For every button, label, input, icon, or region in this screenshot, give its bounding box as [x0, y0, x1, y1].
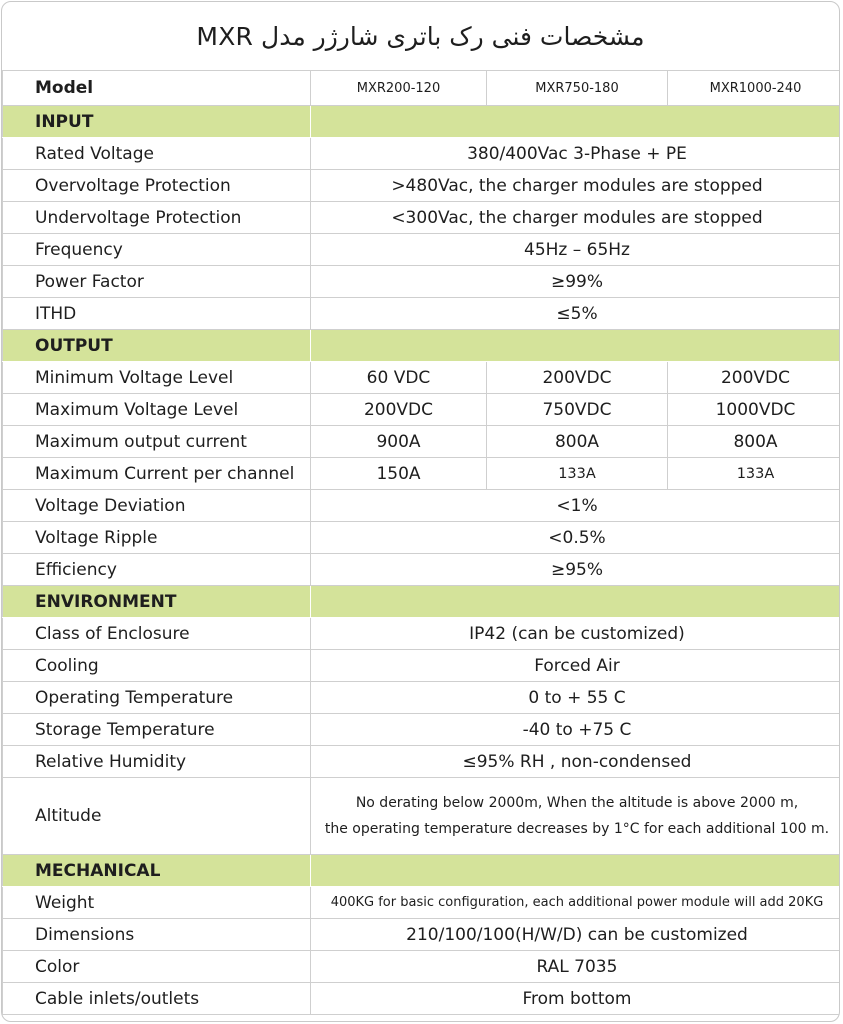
row-value: 1000VDC: [668, 394, 841, 426]
table-row: [3, 266, 841, 298]
table-row: [3, 618, 841, 650]
model-name: MXR200-120: [311, 71, 487, 106]
row-label: Relative Humidity: [3, 746, 311, 778]
row-value: 150A: [311, 458, 487, 490]
row-label: Altitude: [3, 778, 311, 855]
row-label: Cable inlets/outlets: [3, 983, 311, 1015]
row-label: Storage Temperature: [3, 714, 311, 746]
table-row: [3, 746, 841, 778]
row-label: Cooling: [3, 650, 311, 682]
row-value: RAL 7035: [311, 951, 841, 983]
row-label: Voltage Ripple: [3, 522, 311, 554]
row-label: Power Factor: [3, 266, 311, 298]
model-name: MXR750-180: [487, 71, 668, 106]
row-value: Forced Air: [311, 650, 841, 682]
row-label: Undervoltage Protection: [3, 202, 311, 234]
row-label: Weight: [3, 887, 311, 919]
row-label: ITHD: [3, 298, 311, 330]
row-value: >480Vac, the charger modules are stopped: [311, 170, 841, 202]
row-value: 60 VDC: [311, 362, 487, 394]
table-row: [3, 458, 841, 490]
row-label: Overvoltage Protection: [3, 170, 311, 202]
section-header-environment: [3, 586, 841, 618]
table-row: [3, 490, 841, 522]
table-row-altitude: [3, 778, 841, 855]
model-row: [3, 71, 841, 106]
section-title: MECHANICAL: [3, 855, 311, 887]
spec-table: [2, 70, 840, 1015]
section-header-mechanical: [3, 855, 841, 887]
table-row: [3, 650, 841, 682]
row-value: 900A: [311, 426, 487, 458]
row-value: 380/400Vac 3-Phase + PE: [311, 138, 841, 170]
model-name: MXR1000-240: [668, 71, 841, 106]
row-value: 0 to + 55 C: [311, 682, 841, 714]
section-header-output: [3, 330, 841, 362]
table-row: [3, 234, 841, 266]
table-row: [3, 426, 841, 458]
row-value: -40 to +75 C: [311, 714, 841, 746]
spec-card: [1, 1, 840, 1022]
row-value: ≤5%: [311, 298, 841, 330]
table-row: [3, 394, 841, 426]
table-row: [3, 983, 841, 1015]
table-row: [3, 887, 841, 919]
row-value: 800A: [668, 426, 841, 458]
row-value: ≤95% RH , non-condensed: [311, 746, 841, 778]
row-label: Frequency: [3, 234, 311, 266]
row-value: 200VDC: [487, 362, 668, 394]
row-value: 200VDC: [668, 362, 841, 394]
row-label: Dimensions: [3, 919, 311, 951]
table-row: [3, 714, 841, 746]
row-label: Operating Temperature: [3, 682, 311, 714]
row-value: [311, 778, 841, 855]
page-title: مشخصات فنی رک باتری شارژر مدل MXR: [196, 21, 645, 51]
row-label: Maximum output current: [3, 426, 311, 458]
section-header-input: [3, 106, 841, 138]
table-row: [3, 951, 841, 983]
section-title: INPUT: [3, 106, 311, 138]
row-label: Minimum Voltage Level: [3, 362, 311, 394]
row-label: Maximum Voltage Level: [3, 394, 311, 426]
row-label: Voltage Deviation: [3, 490, 311, 522]
row-label: Efficiency: [3, 554, 311, 586]
table-row: [3, 682, 841, 714]
row-label: Maximum Current per channel: [3, 458, 311, 490]
table-row: [3, 919, 841, 951]
row-value: 210/100/100(H/W/D) can be customized: [311, 919, 841, 951]
row-value: 400KG for basic configuration, each additional power module will add 20KG: [311, 887, 841, 919]
altitude-line-1: No derating below 2000m, When the altitude is above 2000 m,: [355, 795, 799, 811]
section-title: OUTPUT: [3, 330, 311, 362]
row-value: ≥99%: [311, 266, 841, 298]
table-row: [3, 298, 841, 330]
row-value: ≥95%: [311, 554, 841, 586]
row-label: Rated Voltage: [3, 138, 311, 170]
row-value: <1%: [311, 490, 841, 522]
row-label: Color: [3, 951, 311, 983]
row-value: <300Vac, the charger modules are stopped: [311, 202, 841, 234]
altitude-line-2: the operating temperature decreases by 1°C for each additional 100 m.: [324, 821, 830, 837]
row-value: 133A: [668, 458, 841, 490]
row-value: From bottom: [311, 983, 841, 1015]
table-row: [3, 138, 841, 170]
row-value: IP42 (can be customized): [311, 618, 841, 650]
row-value: 133A: [487, 458, 668, 490]
table-row: [3, 202, 841, 234]
table-row: [3, 362, 841, 394]
model-label: Model: [3, 71, 311, 106]
table-row: [3, 554, 841, 586]
row-value: 750VDC: [487, 394, 668, 426]
table-row: [3, 170, 841, 202]
row-label: Class of Enclosure: [3, 618, 311, 650]
row-value: <0.5%: [311, 522, 841, 554]
row-value: 200VDC: [311, 394, 487, 426]
row-value: 800A: [487, 426, 668, 458]
section-title: ENVIRONMENT: [3, 586, 311, 618]
row-value: 45Hz – 65Hz: [311, 234, 841, 266]
table-row: [3, 522, 841, 554]
